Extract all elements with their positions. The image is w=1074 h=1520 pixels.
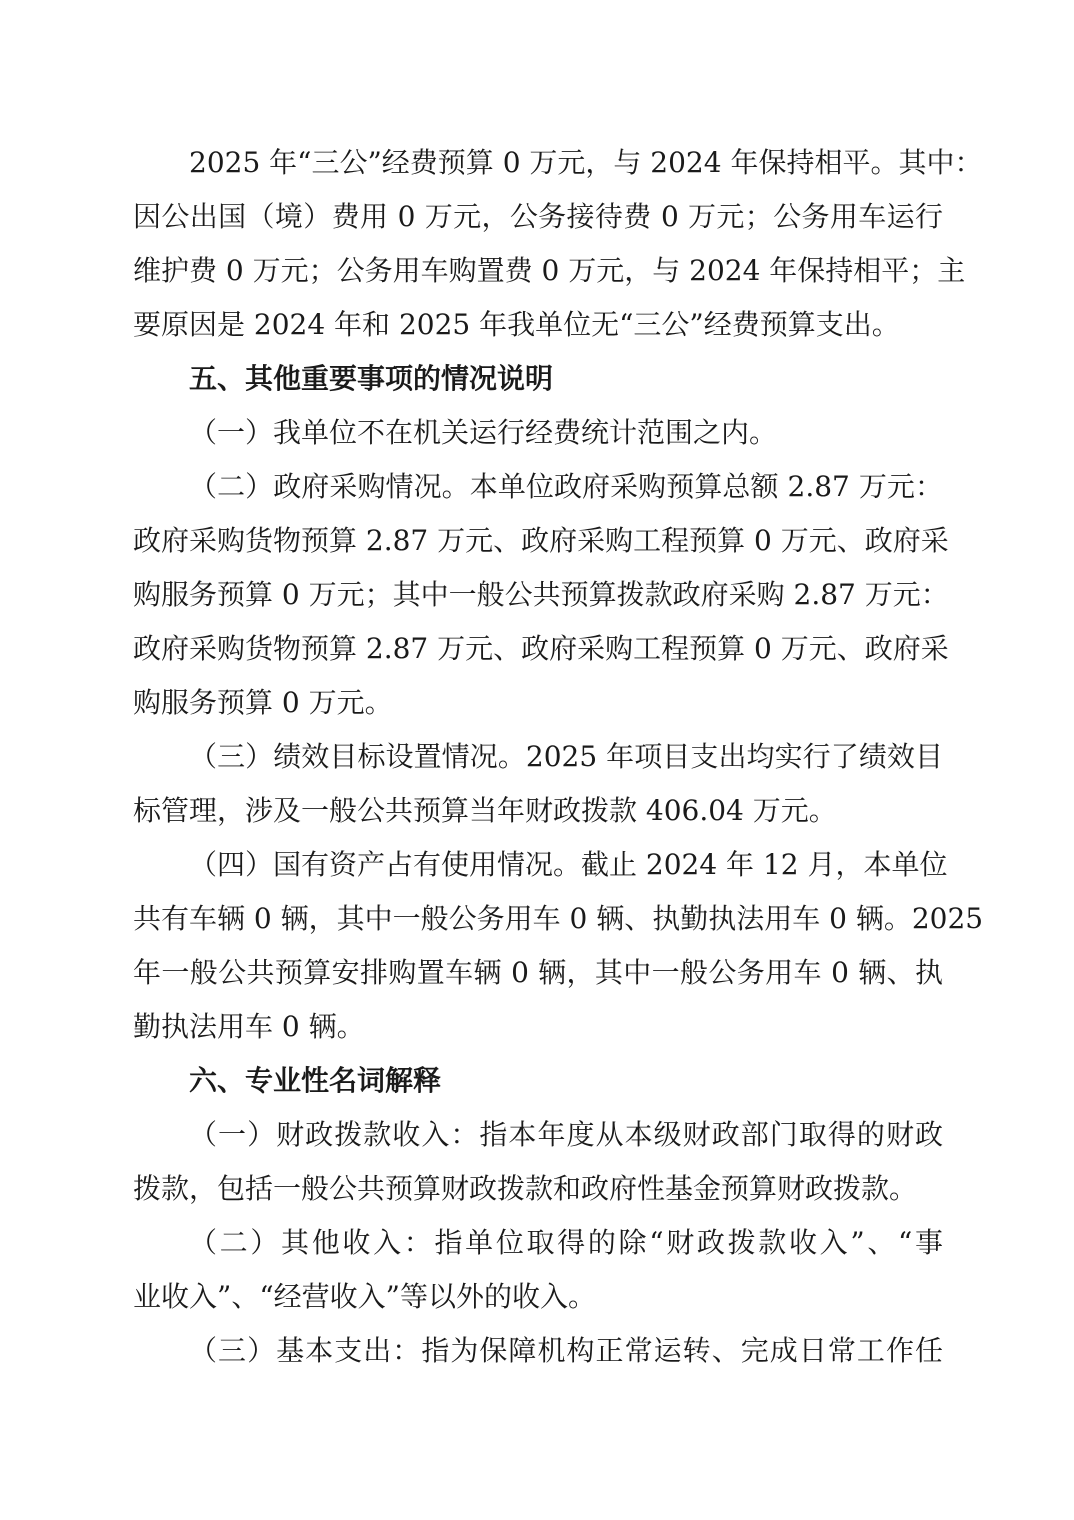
paragraph-line: （三）基本支出：指为保障机构正常运转、完成日常工作任 [189, 1334, 943, 1367]
paragraph-line: 要原因是 2024 年和 2025 年我单位无“三公”经费预算支出。 [133, 308, 900, 341]
section-heading: 六、专业性名词解释 [189, 1064, 442, 1097]
paragraph-line: （三）绩效目标设置情况。2025 年项目支出均实行了绩效目 [189, 740, 943, 773]
paragraph-line: 共有车辆 0 辆，其中一般公务用车 0 辆、执勤执法用车 0 辆。2025 [133, 902, 984, 935]
paragraph-line: 勤执法用车 0 辆。 [133, 1010, 365, 1043]
paragraph-line: 政府采购货物预算 2.87 万元、政府采购工程预算 0 万元、政府采 [133, 632, 949, 665]
paragraph-line: 购服务预算 0 万元；其中一般公共预算拨款政府采购 2.87 万元： [133, 578, 949, 611]
paragraph-line: （二）其他收入：指单位取得的除“财政拨款收入”、“事 [189, 1226, 943, 1259]
section-heading: 五、其他重要事项的情况说明 [189, 362, 554, 395]
paragraph-line: （一）财政拨款收入：指本年度从本级财政部门取得的财政 [189, 1118, 943, 1151]
paragraph-line: 标管理，涉及一般公共预算当年财政拨款 406.04 万元。 [133, 794, 837, 827]
paragraph-line: 购服务预算 0 万元。 [133, 686, 393, 719]
paragraph-line: 拨款，包括一般公共预算财政拨款和政府性基金预算财政拨款。 [133, 1172, 918, 1205]
paragraph-line: 维护费 0 万元；公务用车购置费 0 万元，与 2024 年保持相平；主 [133, 254, 966, 287]
paragraph-line: 年一般公共预算安排购置车辆 0 辆，其中一般公务用车 0 辆、执 [133, 956, 943, 989]
paragraph-line: （二）政府采购情况。本单位政府采购预算总额 2.87 万元： [189, 470, 943, 503]
paragraph-line: （一）我单位不在机关运行经费统计范围之内。 [189, 416, 778, 449]
paragraph-line: 政府采购货物预算 2.87 万元、政府采购工程预算 0 万元、政府采 [133, 524, 949, 557]
paragraph-line: 2025 年“三公”经费预算 0 万元，与 2024 年保持相平。其中： [189, 146, 983, 179]
paragraph-line: 业收入”、“经营收入”等以外的收入。 [133, 1280, 596, 1313]
paragraph-line: （四）国有资产占有使用情况。截止 2024 年 12 月，本单位 [189, 848, 948, 881]
paragraph-line: 因公出国（境）费用 0 万元，公务接待费 0 万元；公务用车运行 [133, 200, 943, 233]
